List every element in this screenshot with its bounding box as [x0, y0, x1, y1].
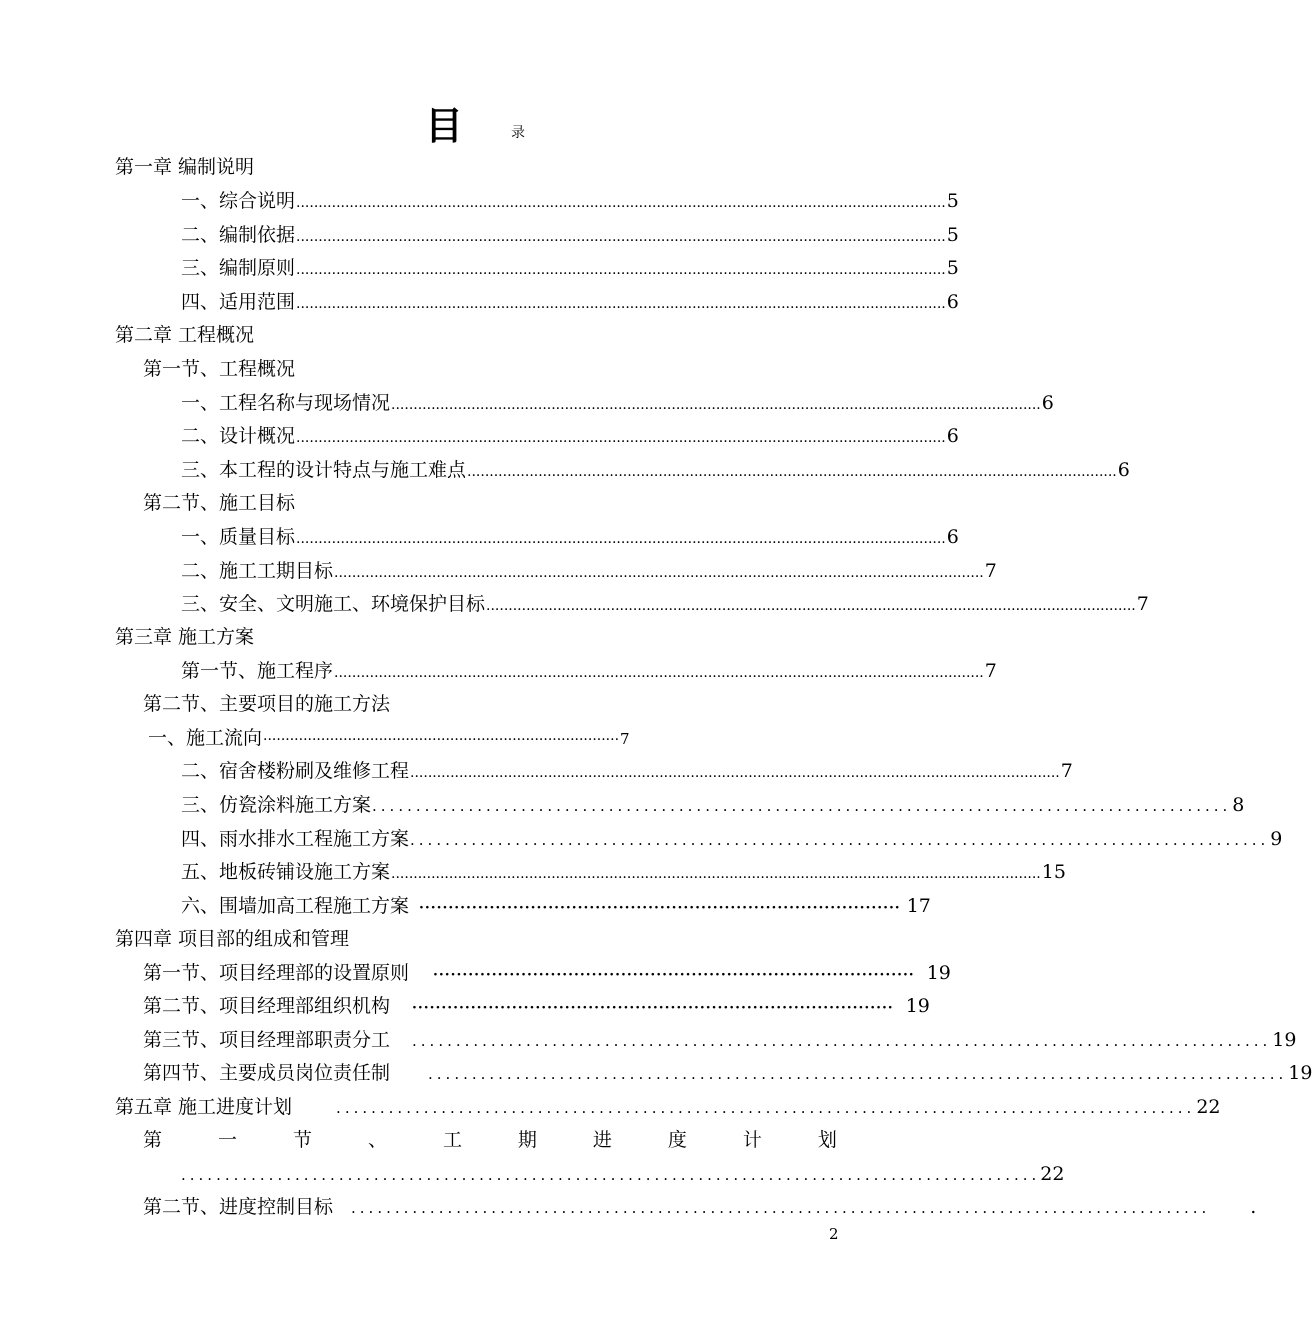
- page-ref: 5: [946, 190, 959, 212]
- toc-section[interactable]: 第二节、施工目标: [143, 492, 296, 514]
- toc-entry[interactable]: 第二节、项目经理部组织机构 ·················································································· 19: [143, 993, 824, 1021]
- toc-entry[interactable]: 三、本工程的设计特点与施工难点 .................................................................................................................................................. 6: [181, 457, 836, 485]
- dot-leader: ··················································································: [412, 1000, 894, 1016]
- toc-entry[interactable]: 第一节、项目经理部的设置原则 ·················································································· 19: [143, 960, 824, 988]
- toc-entry[interactable]: 三、仿瓷涂料施工方案 .................................................................................................. 8: [181, 792, 836, 819]
- toc-entry[interactable]: 三、编制原则 .................................................................................................................................................. 5: [181, 255, 836, 283]
- toc-entry[interactable]: 六、围墙加高工程施工方案 ·················································································· 17: [181, 893, 803, 921]
- dot-leader: ··················································································: [419, 900, 901, 916]
- toc-entry[interactable]: 第一节、施工程序 .................................................................................................................................................. 7: [181, 658, 836, 686]
- page-ref: 19: [1288, 1062, 1312, 1084]
- dot-leader: ..................................................................................................................................................: [467, 464, 1117, 480]
- page-ref: 6: [946, 425, 959, 447]
- page-ref: 7: [984, 560, 997, 582]
- toc-entry[interactable]: 一、工程名称与现场情况 .................................................................................................................................................. 6: [181, 390, 836, 418]
- toc-section[interactable]: 第二节、主要项目的施工方法: [143, 693, 391, 715]
- toc-chapter-4[interactable]: 第四章 项目部的组成和管理: [115, 928, 350, 950]
- dot-leader: ..................................................................................................................................................: [296, 229, 946, 245]
- dot-leader: ..................................................................................................: [428, 1065, 1288, 1083]
- page-ref: 6: [946, 526, 959, 548]
- page-ref: 7: [620, 730, 630, 748]
- page-ref: 7: [1136, 593, 1149, 615]
- toc-chapter-3[interactable]: 第三章 施工方案: [115, 626, 255, 648]
- page-ref: 6: [1117, 459, 1130, 481]
- dot-leader: ..................................................................................................................................................: [391, 866, 1041, 882]
- toc-entry[interactable]: 二、施工工期目标 .................................................................................................................................................. 7: [181, 558, 836, 586]
- toc-entry[interactable]: 第四节、主要成员岗位责任制 .................................................................................................. 19: [143, 1060, 830, 1087]
- toc-chapter-5[interactable]: 第五章 施工进度计划 .................................................................................................. 22: [115, 1094, 830, 1121]
- dot-leader: ..................................................................................................: [410, 831, 1270, 849]
- dot-leader: ..................................................................................................: [181, 1166, 1041, 1184]
- page-ref: 5: [946, 257, 959, 279]
- dot-leader: ..................................................................................................: [351, 1199, 1211, 1217]
- dot-leader: ..................................................................................................................................................: [296, 531, 946, 547]
- dot-leader: ..................................................................................................: [412, 1032, 1272, 1050]
- dot-leader: ..................................................................................................................................................: [296, 195, 946, 211]
- toc-entry[interactable]: 二、设计概况 .................................................................................................................................................. 6: [181, 423, 836, 451]
- toc-entry[interactable]: 二、宿舍楼粉刷及维修工程 .................................................................................................................................................. 7: [181, 758, 836, 786]
- toc-entry-justified[interactable]: 第 一 节 、 工 期 进 度 计 划: [143, 1129, 837, 1151]
- page-ref: 9: [1270, 828, 1283, 850]
- toc-entry[interactable]: 第二节、进度控制目标 .................................................................................................. .: [143, 1194, 836, 1221]
- page-ref: 22: [1196, 1096, 1221, 1118]
- page-ref: 19: [1272, 1029, 1297, 1051]
- toc-entry[interactable]: 一、施工流向 ················································································ 7: [148, 725, 613, 753]
- dot-leader: ··················································································: [433, 967, 915, 983]
- page-ref: .: [1250, 1196, 1257, 1218]
- dot-leader: ..................................................................................................: [336, 1099, 1196, 1117]
- page-ref: 17: [906, 895, 931, 917]
- dot-leader: ..................................................................................................................................................: [486, 598, 1136, 614]
- dot-leader: ..................................................................................................................................................: [334, 565, 984, 581]
- page-ref: 6: [1041, 392, 1054, 414]
- dot-leader: ..................................................................................................: [372, 797, 1232, 815]
- page-ref: 5: [946, 224, 959, 246]
- page-ref: 19: [905, 995, 930, 1017]
- toc-section[interactable]: 第一节、工程概况: [143, 358, 296, 380]
- page-ref: 8: [1232, 794, 1245, 816]
- toc-entry[interactable]: 一、质量目标 .................................................................................................................................................. 6: [181, 524, 836, 552]
- toc-chapter-1[interactable]: 第一章 编制说明: [115, 156, 255, 178]
- page-ref: 7: [1060, 760, 1073, 782]
- page-ref: 22: [1040, 1163, 1065, 1185]
- page-ref: 19: [926, 962, 951, 984]
- dot-leader: ..................................................................................................................................................: [296, 430, 946, 446]
- toc-entry[interactable]: 二、编制依据 .................................................................................................................................................. 5: [181, 222, 836, 250]
- dot-leader: ················································································: [263, 732, 620, 748]
- toc-chapter-2[interactable]: 第二章 工程概况: [115, 324, 255, 346]
- dot-leader: ..................................................................................................................................................: [410, 765, 1060, 781]
- toc-entry-continuation[interactable]: [181, 1161, 1065, 1188]
- dot-leader: ..................................................................................................................................................: [334, 665, 984, 681]
- toc-entry[interactable]: 四、雨水排水工程施工方案 .................................................................................................. 9: [181, 826, 836, 853]
- page-title-suffix: 录: [511, 125, 525, 141]
- toc-entry[interactable]: 五、地板砖铺设施工方案 .................................................................................................................................................. 15: [181, 859, 817, 887]
- dot-leader: ..................................................................................................................................................: [296, 262, 946, 278]
- toc-entry[interactable]: 第三节、项目经理部职责分工 .................................................................................................. 19: [143, 1027, 836, 1054]
- page-ref: 15: [1041, 861, 1066, 883]
- page-ref: 6: [946, 291, 959, 313]
- dot-leader: ..................................................................................................................................................: [296, 296, 946, 312]
- toc-entry[interactable]: 一、综合说明 .................................................................................................................................................. 5: [181, 188, 836, 216]
- toc-entry[interactable]: 四、适用范围 .................................................................................................................................................. 6: [181, 289, 836, 317]
- toc-entry[interactable]: 三、安全、文明施工、环境保护目标 .................................................................................................................................................. 7: [181, 591, 836, 619]
- page-number: 2: [829, 1225, 839, 1243]
- dot-leader: ..................................................................................................................................................: [391, 397, 1041, 413]
- page-title: 目: [425, 104, 464, 148]
- page-ref: 7: [984, 660, 997, 682]
